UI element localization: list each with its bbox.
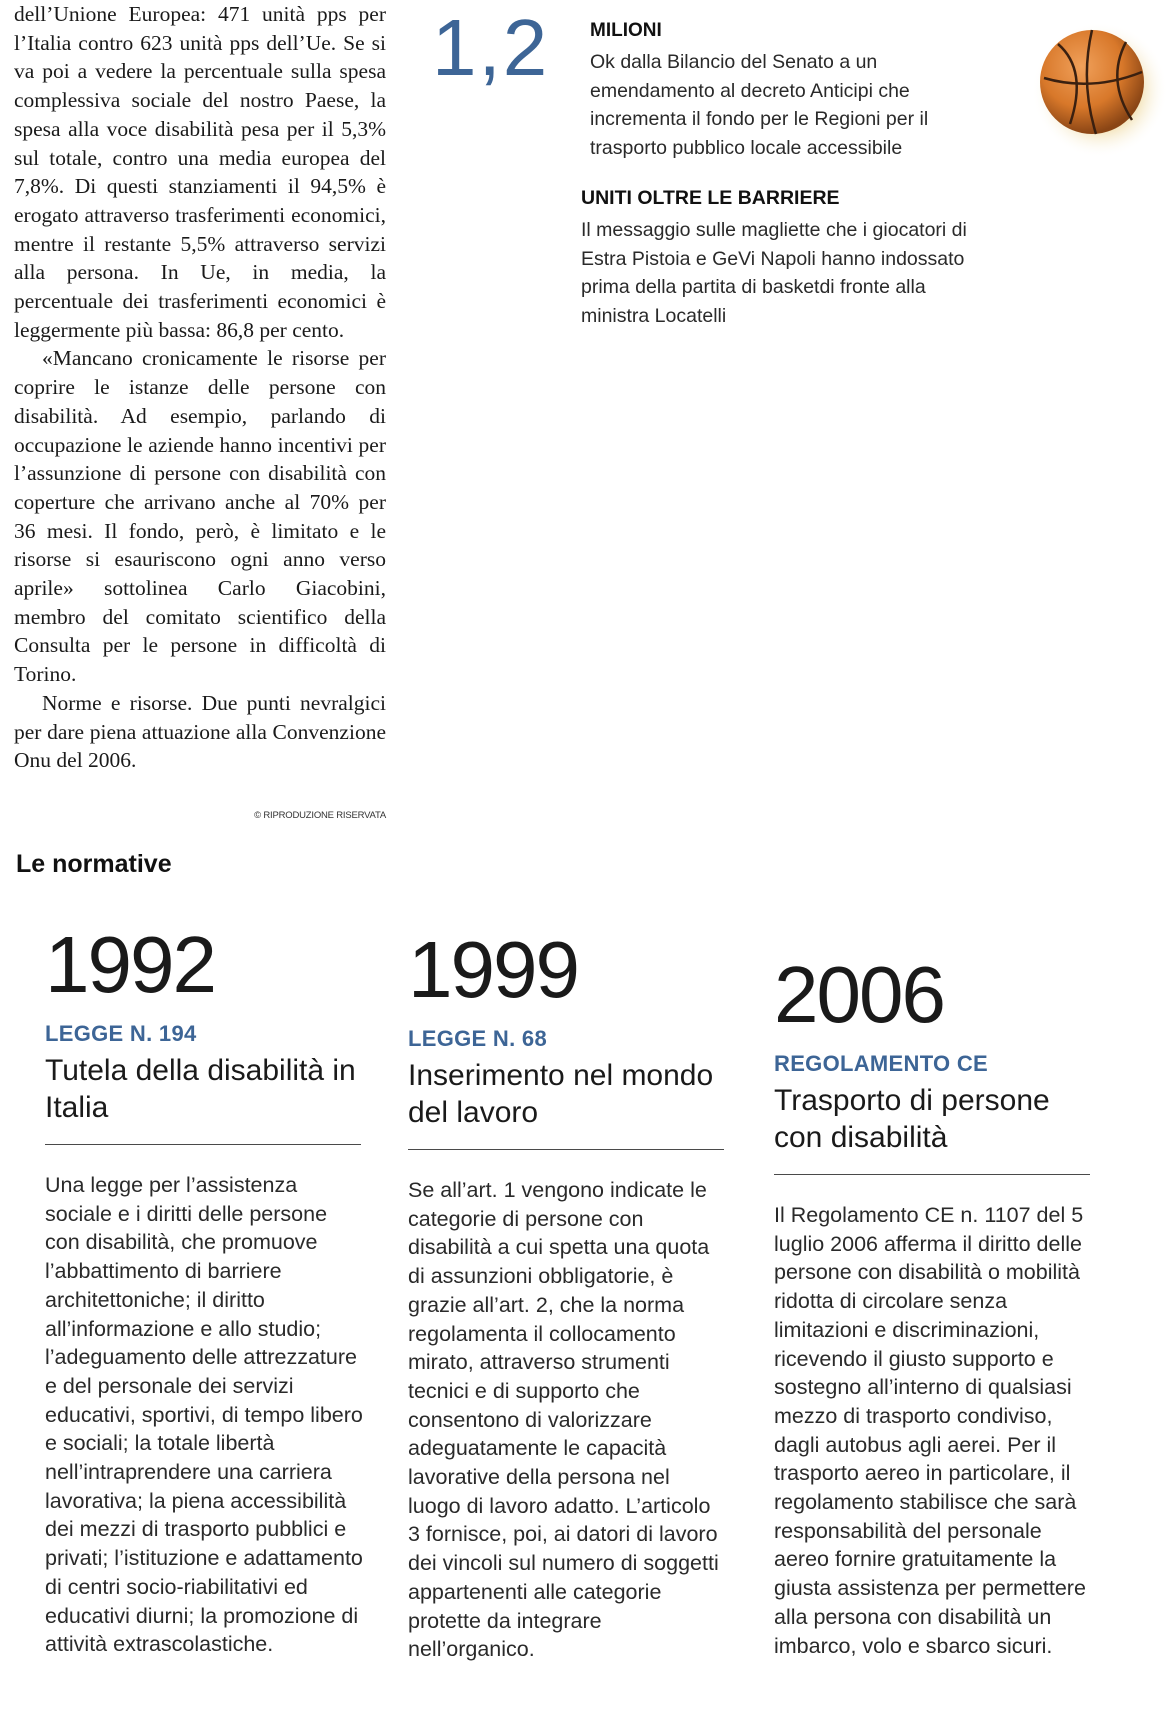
section-title: Le normative	[16, 850, 172, 878]
stat-label: MILIONI	[590, 20, 662, 41]
divider	[45, 1144, 361, 1145]
normativa-year: 2006	[774, 950, 944, 1039]
normativa-text: Una legge per l’assistenza sociale e i diritti delle persone con disabilità, che promuove l’abbattimento di barriere architettoniche; il diritto all’informazione e allo studio; l’adeguamento delle attrezzature e del personale dei servizi educativi, sportivi, di tempo libero e sociali; la totale libertà nell’intraprendere una carriera lavorativa; la piena accessibilità dei mezzi di trasporto pubblici e privati; l’istituzione e adattamento di centri socio-riabilitativi ed educativi diurni; la promozione di attività extrascolastiche.	[45, 1173, 363, 1657]
normativa-label: LEGGE N. 194	[45, 1021, 197, 1046]
normativa-year: 1992	[45, 920, 215, 1009]
normativa-1999	[408, 925, 728, 1664]
normativa-title: Tutela della disabilità in Italia	[45, 1054, 356, 1124]
divider	[774, 1174, 1090, 1175]
copyright-notice: © RIPRODUZIONE RISERVATA	[254, 810, 386, 821]
normativa-text: Il Regolamento CE n. 1107 del 5 luglio 2006 afferma il diritto delle persone con disabilità o mobilità ridotta di circolare senza limitazioni e discriminazioni, ricevendo il giusto supporto e sostegno all’interno di qualsiasi mezzo di trasporto condiviso, dagli autobus agli aerei. Per il trasporto aereo in particolare, il regolamento stabilisce che sarà responsabilità del personale aereo fornire gratuitamente la giusta assistenza per permettere alla persona con disabilità un imbarco, volo e sbarco sicuri.	[774, 1203, 1086, 1658]
article-paragraph: «Mancano cronicamente le risorse per coprire le istanze delle persone con disabilità. Ad esempio, parlando di occupazione le aziende hanno incentivi per l’assunzione di persone con disabilità con coperture che arrivano anche al 70% per 36 mesi. Il fondo, però, è limitato e le risorse si esauriscono ogni anno verso aprile» sottolinea Carlo Giacobini, membro del comitato scientifico della Consulta per le persone in difficoltà di Torino.	[14, 346, 386, 687]
normativa-year: 1999	[408, 925, 578, 1014]
stat-number: 1,2	[432, 3, 550, 92]
article-paragraph: dell’Unione Europea: 471 unità pps per l’Italia contro 623 unità pps dell’Ue. Se si va poi a vedere la percentuale sulla spesa complessiva sociale del nostro Paese, la spesa alla voce disabilità pesa per il 5,3% sul totale, contro una media europea del 7,8%. Di questi stanziamenti il 94,5% è erogato attraverso trasferimenti economici, mentre il restante 5,5% attraverso servizi alla persona. In Ue, in media, la percentuale dei trasferimenti economici è leggermente più bassa: 86,8 per cento.	[14, 2, 386, 342]
stat-description: Ok dalla Bilancio del Senato a un emendamento al decreto Anticipi che incrementa il fondo per le Regioni per il trasporto pubblico locale accessibile	[590, 51, 929, 159]
article-body	[14, 0, 386, 775]
divider	[408, 1149, 724, 1150]
basketball-image	[1030, 20, 1166, 160]
normativa-1992	[45, 920, 365, 1659]
normativa-title: Trasporto di persone con disabilità	[774, 1084, 1050, 1154]
normativa-2006	[774, 950, 1094, 1660]
photo-caption-label: UNITI OLTRE LE BARRIERE	[581, 187, 840, 209]
photo-caption-text: Il messaggio sulle magliette che i giocatori di Estra Pistoia e GeVi Napoli hanno indossato prima della partita di basketdi fronte alla ministra Locatelli	[581, 219, 967, 327]
normativa-label: REGOLAMENTO CE	[774, 1051, 989, 1076]
normativa-label: LEGGE N. 68	[408, 1026, 548, 1051]
normativa-title: Inserimento nel mondo del lavoro	[408, 1059, 714, 1129]
normativa-text: Se all’art. 1 vengono indicate le categorie di persone con disabilità a cui spetta una quota di assunzioni obbligatorie, è grazie all’art. 2, che la norma regolamenta il collocamento mirato, attraverso strumenti tecnici e di supporto che consentono di valorizzare adeguatamente le capacità lavorative della persona nel luogo di lavoro adatto. L’articolo 3 fornisce, poi, ai datori di lavoro dei vincoli sul numero di soggetti appartenenti alle categorie protette da integrare nell’organico.	[408, 1178, 719, 1662]
article-paragraph: Norme e risorse. Due punti nevralgici per dare piena attuazione alla Convenzione Onu del 2006.	[14, 690, 386, 773]
